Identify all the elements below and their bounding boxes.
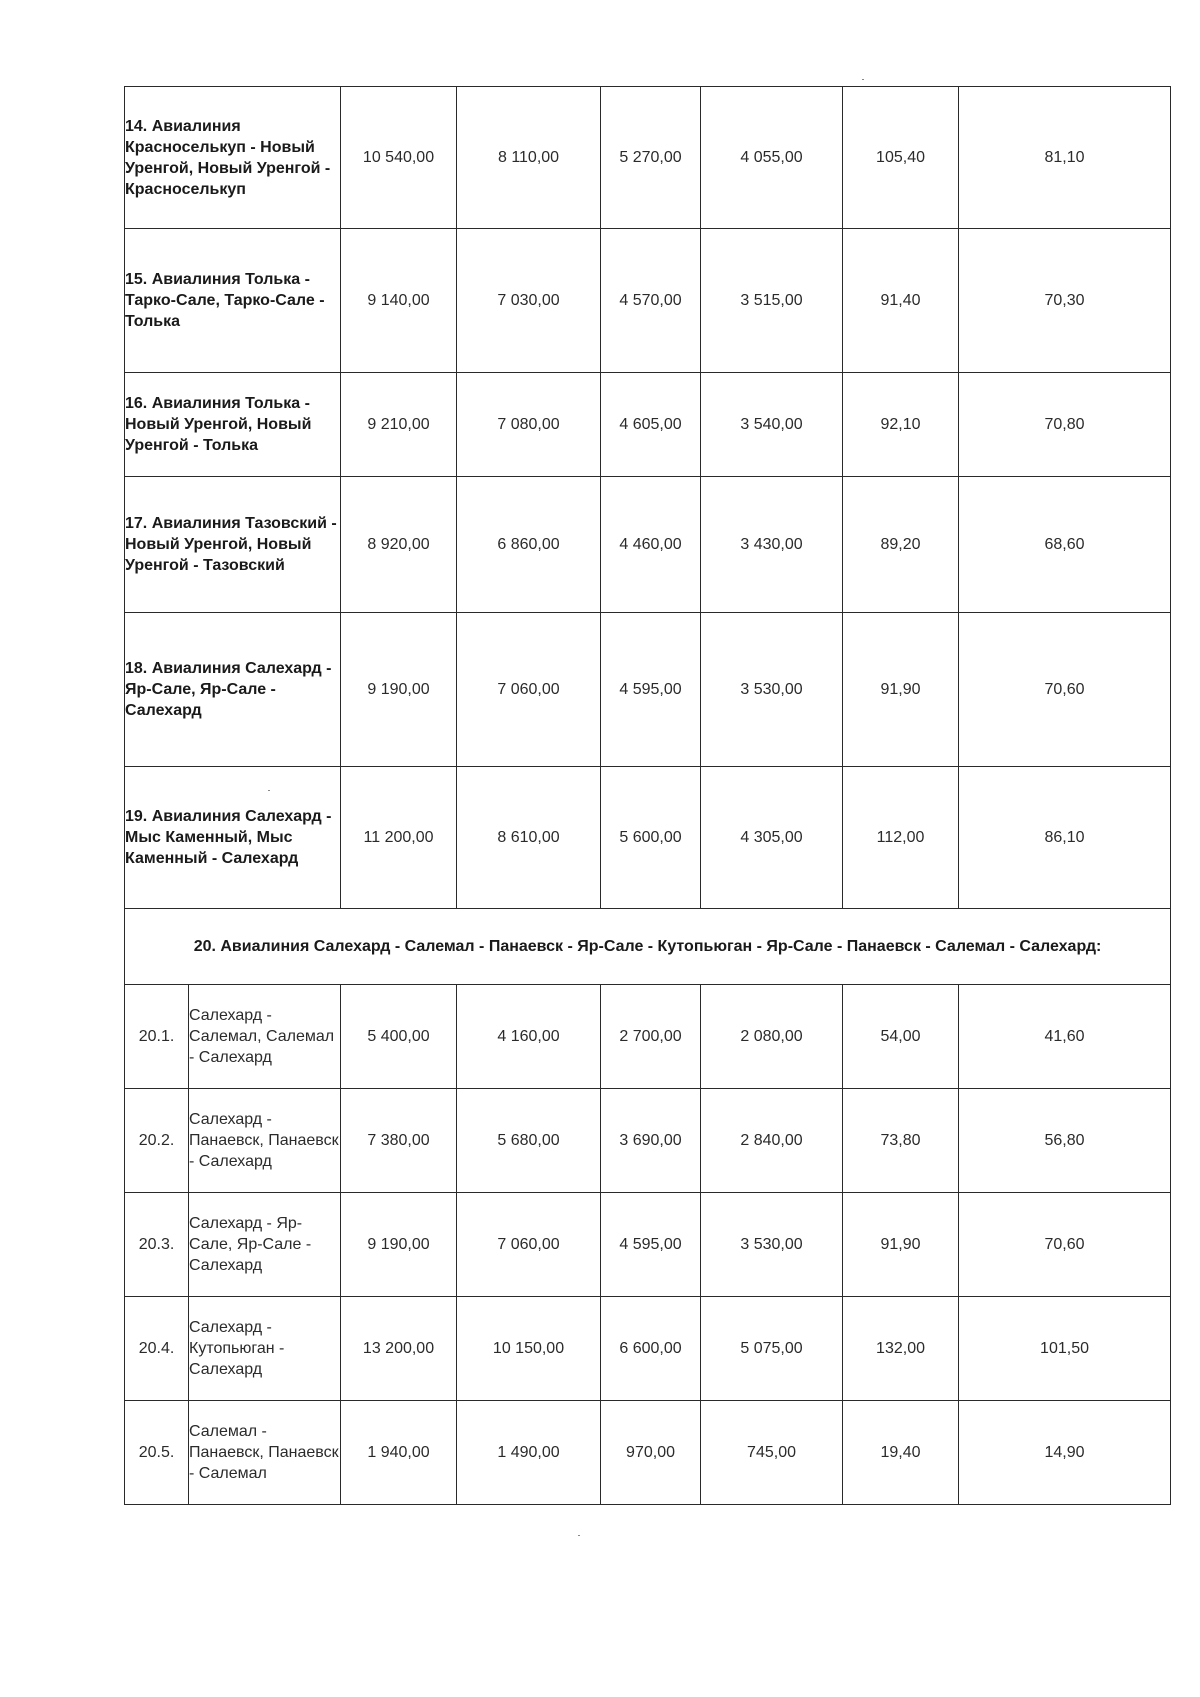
value-cell: 5 075,00 (701, 1297, 843, 1401)
table-row (125, 373, 1171, 477)
value-cell: 2 080,00 (701, 985, 843, 1089)
value-cell: 3 530,00 (701, 1193, 843, 1297)
table-row (125, 1401, 1171, 1505)
value-cell: 8 920,00 (341, 477, 457, 613)
value-cell: 112,00 (843, 767, 959, 909)
value-cell: 3 540,00 (701, 373, 843, 477)
table-row (125, 87, 1171, 229)
value-cell: 7 380,00 (341, 1089, 457, 1193)
segment-name: Салехард - Салемал, Салемал - Салехард (189, 985, 341, 1089)
value-cell: 14,90 (959, 1401, 1171, 1505)
value-cell: 4 595,00 (601, 1193, 701, 1297)
value-cell: 81,10 (959, 87, 1171, 229)
value-cell: 91,40 (843, 229, 959, 373)
value-cell: 9 190,00 (341, 613, 457, 767)
route-name-cell: 16. Авиалиния Толька - Новый Уренгой, Новый Уренгой - Толька (125, 373, 341, 477)
route-name-cell: 14. Авиалиния Красноселькуп - Новый Уренгой, Новый Уренгой - Красноселькуп (125, 87, 341, 229)
value-cell: 3 530,00 (701, 613, 843, 767)
table-row (125, 229, 1171, 373)
value-cell: 89,20 (843, 477, 959, 613)
value-cell: 6 860,00 (457, 477, 601, 613)
row-number: 20.1. (125, 985, 189, 1089)
value-cell: 70,60 (959, 1193, 1171, 1297)
table-row (125, 985, 1171, 1089)
value-cell: 73,80 (843, 1089, 959, 1193)
section-header-row (125, 909, 1171, 985)
table-row (125, 1089, 1171, 1193)
route-name-cell: 17. Авиалиния Тазовский - Новый Уренгой, Новый Уренгой - Тазовский (125, 477, 341, 613)
table-row (125, 1297, 1171, 1401)
value-cell: 3 515,00 (701, 229, 843, 373)
value-cell: 3 430,00 (701, 477, 843, 613)
value-cell: 9 140,00 (341, 229, 457, 373)
value-cell: 56,80 (959, 1089, 1171, 1193)
value-cell: 7 080,00 (457, 373, 601, 477)
value-cell: 4 305,00 (701, 767, 843, 909)
value-cell: 4 460,00 (601, 477, 701, 613)
row-number: 20.4. (125, 1297, 189, 1401)
value-cell: 4 160,00 (457, 985, 601, 1089)
value-cell: 4 595,00 (601, 613, 701, 767)
value-cell: 4 055,00 (701, 87, 843, 229)
scan-speck (578, 1535, 580, 1536)
value-cell: 9 190,00 (341, 1193, 457, 1297)
value-cell: 86,10 (959, 767, 1171, 909)
value-cell: 1 490,00 (457, 1401, 601, 1505)
route-name-cell: 19. Авиалиния Салехард - Мыс Каменный, Мыс Каменный - Салехард (125, 767, 341, 909)
segment-name: Салехард - Яр-Сале, Яр-Сале - Салехард (189, 1193, 341, 1297)
value-cell: 5 400,00 (341, 985, 457, 1089)
row-number: 20.3. (125, 1193, 189, 1297)
value-cell: 8 110,00 (457, 87, 601, 229)
segment-name: Салехард - Кутопьюган - Салехард (189, 1297, 341, 1401)
tariff-table (124, 86, 1171, 1505)
value-cell: 91,90 (843, 1193, 959, 1297)
value-cell: 7 060,00 (457, 1193, 601, 1297)
value-cell: 132,00 (843, 1297, 959, 1401)
value-cell: 2 840,00 (701, 1089, 843, 1193)
value-cell: 970,00 (601, 1401, 701, 1505)
route-name-cell: 18. Авиалиния Салехард - Яр-Сале, Яр-Сале - Салехард (125, 613, 341, 767)
value-cell: 5 680,00 (457, 1089, 601, 1193)
table-row (125, 767, 1171, 909)
value-cell: 54,00 (843, 985, 959, 1089)
value-cell: 4 605,00 (601, 373, 701, 477)
value-cell: 101,50 (959, 1297, 1171, 1401)
value-cell: 13 200,00 (341, 1297, 457, 1401)
segment-name: Салемал - Панаевск, Панаевск - Салемал (189, 1401, 341, 1505)
section-title: 20. Авиалиния Салехард - Салемал - Панаевск - Яр-Сале - Кутопьюган - Яр-Сале - Панаевск - Салемал - Салехард: (125, 909, 1171, 985)
value-cell: 5 270,00 (601, 87, 701, 229)
value-cell: 3 690,00 (601, 1089, 701, 1193)
value-cell: 6 600,00 (601, 1297, 701, 1401)
value-cell: 9 210,00 (341, 373, 457, 477)
table-row (125, 1193, 1171, 1297)
value-cell: 5 600,00 (601, 767, 701, 909)
value-cell: 745,00 (701, 1401, 843, 1505)
scan-speck (862, 79, 864, 80)
value-cell: 68,60 (959, 477, 1171, 613)
segment-name: Салехард - Панаевск, Панаевск - Салехард (189, 1089, 341, 1193)
table-row (125, 477, 1171, 613)
table-row (125, 613, 1171, 767)
value-cell: 91,90 (843, 613, 959, 767)
value-cell: 8 610,00 (457, 767, 601, 909)
value-cell: 7 030,00 (457, 229, 601, 373)
value-cell: 41,60 (959, 985, 1171, 1089)
value-cell: 70,60 (959, 613, 1171, 767)
value-cell: 10 150,00 (457, 1297, 601, 1401)
value-cell: 70,30 (959, 229, 1171, 373)
value-cell: 105,40 (843, 87, 959, 229)
value-cell: 70,80 (959, 373, 1171, 477)
route-name-cell: 15. Авиалиния Толька - Тарко-Сале, Тарко-Сале - Толька (125, 229, 341, 373)
row-number: 20.2. (125, 1089, 189, 1193)
value-cell: 10 540,00 (341, 87, 457, 229)
value-cell: 92,10 (843, 373, 959, 477)
value-cell: 19,40 (843, 1401, 959, 1505)
value-cell: 4 570,00 (601, 229, 701, 373)
row-number: 20.5. (125, 1401, 189, 1505)
value-cell: 1 940,00 (341, 1401, 457, 1505)
value-cell: 11 200,00 (341, 767, 457, 909)
value-cell: 7 060,00 (457, 613, 601, 767)
value-cell: 2 700,00 (601, 985, 701, 1089)
